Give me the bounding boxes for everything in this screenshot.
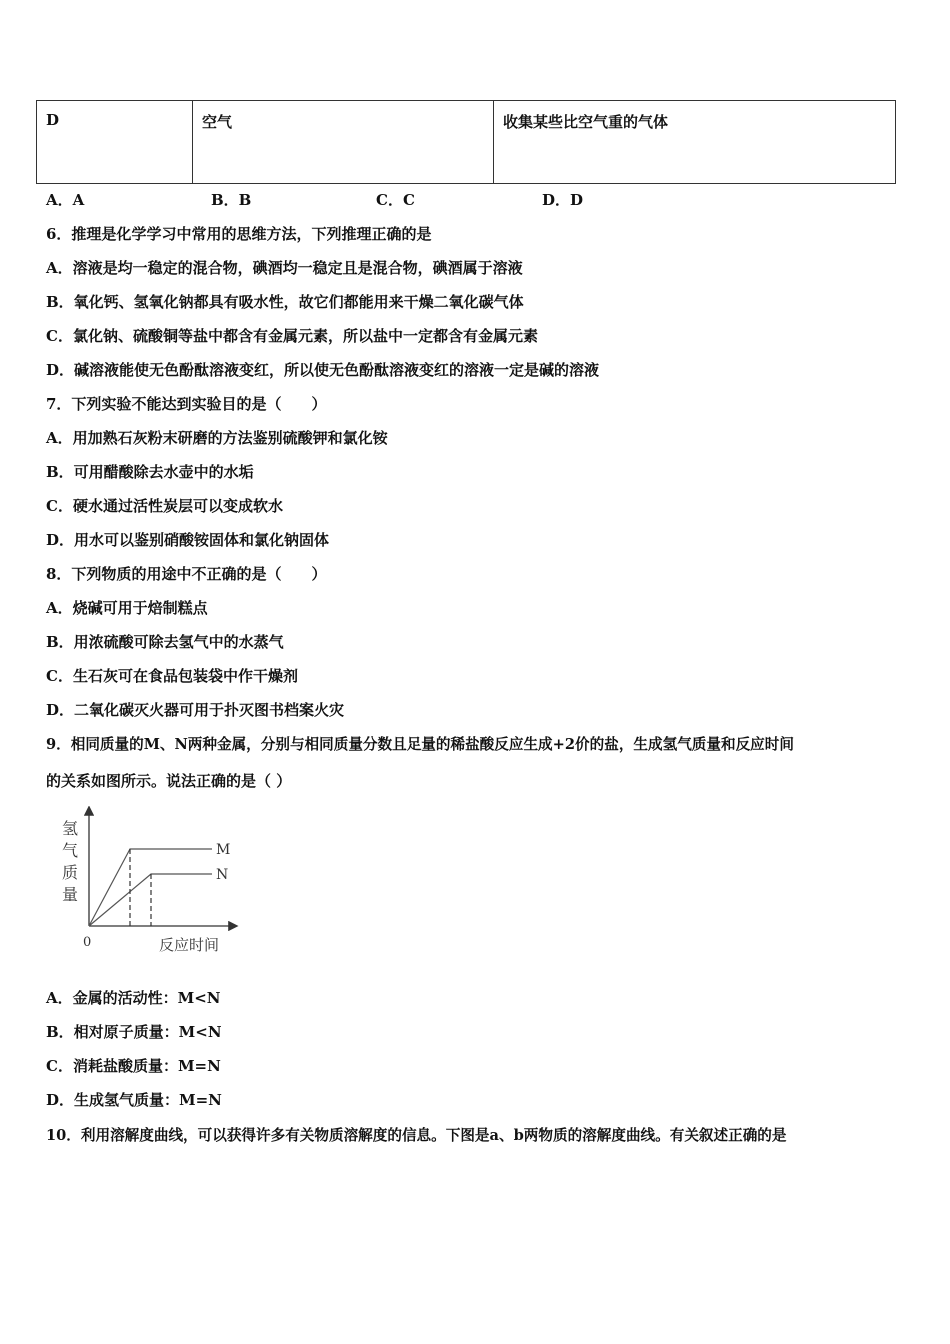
q6-option-b: B．氧化钙、氢氧化钠都具有吸水性，故它们都能用来干燥二氧化碳气体 bbox=[46, 293, 524, 311]
xlabel: 反应时间 bbox=[159, 936, 220, 954]
ylabel-char-3: 质 bbox=[62, 863, 79, 882]
q7-option-c: C．硬水通过活性炭层可以变成软水 bbox=[46, 497, 283, 515]
q9-option-a: A．金属的活动性：M<N bbox=[46, 989, 221, 1007]
q6-option-c: C．氯化钠、硫酸铜等盐中都含有金属元素，所以盐中一定都含有金属元素 bbox=[46, 327, 538, 345]
q9-option-b: B．相对原子质量：M<N bbox=[46, 1023, 222, 1041]
table-cell-option: D bbox=[37, 101, 193, 184]
table-row bbox=[37, 101, 896, 184]
ylabel-char-2: 气 bbox=[62, 841, 79, 860]
q9-option-d: D．生成氢气质量：M=N bbox=[46, 1091, 222, 1109]
q5-option-a: A．A bbox=[46, 191, 85, 209]
q9-stem-line1: 9．相同质量的M、N两种金属，分别与相同质量分数且足量的稀盐酸反应生成+2价的盐，生成氢气质量和反应时间 bbox=[46, 736, 794, 753]
q6-stem: 6．推理是化学学习中常用的思维方法，下列推理正确的是 bbox=[46, 225, 432, 243]
q5-option-b: B．B bbox=[211, 191, 252, 209]
q9-stem-line2: 的关系如图所示。说法正确的是（ ） bbox=[46, 772, 292, 790]
ylabel-char-1: 氢 bbox=[62, 819, 79, 838]
q6-option-a: A．溶液是均一稳定的混合物，碘酒均一稳定且是混合物，碘酒属于溶液 bbox=[46, 259, 523, 277]
hydrogen-mass-graph bbox=[56, 806, 246, 956]
q6-option-d: D．碱溶液能使无色酚酞溶液变红，所以使无色酚酞溶液变红的溶液一定是碱的溶液 bbox=[46, 361, 600, 379]
curve-m-label: M bbox=[216, 842, 231, 858]
q7-option-b: B．可用醋酸除去水壶中的水垢 bbox=[46, 463, 254, 481]
table-cell-usage: 收集某些比空气重的气体 bbox=[494, 101, 896, 184]
curve-n-label: N bbox=[216, 867, 229, 883]
q7-option-a: A．用加熟石灰粉末研磨的方法鉴别硫酸钾和氯化铵 bbox=[46, 429, 388, 447]
q5-option-c: C．C bbox=[376, 191, 415, 209]
q8-option-a: A．烧碱可用于焙制糕点 bbox=[46, 599, 208, 617]
q7-option-d: D．用水可以鉴别硝酸铵固体和氯化钠固体 bbox=[46, 531, 330, 549]
q5-option-d: D．D bbox=[542, 191, 584, 209]
q8-option-d: D．二氧化碳灭火器可用于扑灭图书档案火灾 bbox=[46, 701, 345, 719]
q9-option-c: C．消耗盐酸质量：M=N bbox=[46, 1057, 221, 1075]
q10-stem: 10．利用溶解度曲线，可以获得许多有关物质溶解度的信息。下图是a、b两物质的溶解度曲线。有关叙述正确的是 bbox=[46, 1127, 787, 1144]
ylabel-char-4: 量 bbox=[62, 885, 79, 904]
q8-option-c: C．生石灰可在食品包装袋中作干燥剂 bbox=[46, 667, 298, 685]
origin-label: 0 bbox=[83, 935, 92, 950]
q7-stem: 7．下列实验不能达到实验目的是（ ） bbox=[46, 395, 327, 413]
q8-option-b: B．用浓硫酸可除去氢气中的水蒸气 bbox=[46, 633, 284, 651]
table-cell-substance: 空气 bbox=[193, 101, 494, 184]
options-table bbox=[36, 100, 896, 184]
q8-stem: 8．下列物质的用途中不正确的是（ ） bbox=[46, 565, 327, 583]
